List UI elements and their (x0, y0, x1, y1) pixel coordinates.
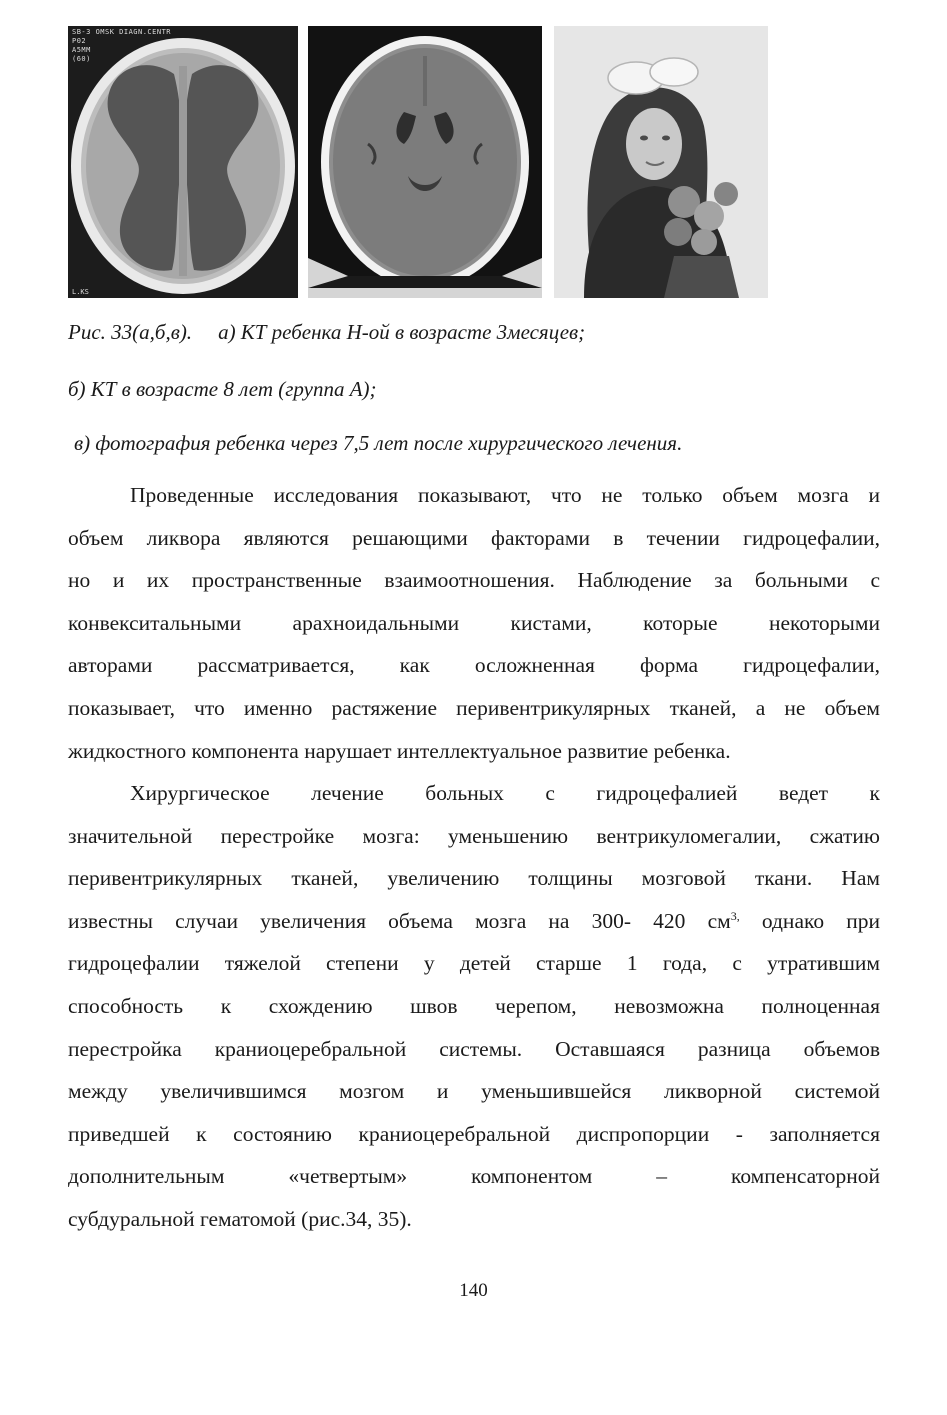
figure-c-child-photo (554, 26, 768, 298)
paragraph-line: но и их пространственные взаимоотношения. Наблюдение за больными с (68, 568, 880, 593)
figure-a-ct-3-months (68, 26, 298, 298)
paragraph-line: показывает, что именно растяжение перивентрикулярных тканей, а не объем (68, 695, 880, 720)
paragraph-line: конвекситальными арахноидальными кистами, которые некоторыми (68, 610, 880, 635)
paragraph-line: способность к схождению швов черепом, невозможна полноценная (68, 993, 880, 1018)
line-text: известны случаи увеличения объема мозга на 300- 420 см (68, 908, 731, 933)
paragraph-line: дополнительным «четвертым» компонентом – компенсаторной (68, 1164, 880, 1189)
paragraph-1 (68, 474, 880, 772)
paragraph-line: перивентрикулярных тканей, увеличению толщины мозговой ткани. Нам (68, 866, 880, 891)
paragraph-line: субдуральной гематомой (рис.34, 35). (68, 1206, 412, 1231)
paragraph-line: авторами рассматривается, как осложненная форма гидроцефалии, (68, 653, 880, 678)
photo-icon (554, 26, 768, 298)
ct-scan-b-image (308, 26, 542, 298)
paragraph-line: объем ликвора являются решающими факторами в течении гидроцефалии, (68, 525, 880, 550)
superscript-cubic: 3, (730, 908, 740, 923)
paragraph-line: Хирургическое лечение больных с гидроцефалией ведет к (130, 781, 880, 805)
paragraph-2 (68, 772, 880, 1241)
page-number: 140 (459, 1280, 488, 1301)
paragraph-line: жидкостного компонента нарушает интеллектуальное развитие ребенка. (68, 738, 731, 763)
ct-scan-a-image (68, 26, 298, 298)
figure-caption-line-1 (68, 320, 585, 345)
paragraph-line: между увеличившимся мозгом и уменьшившейся ликворной системой (68, 1079, 880, 1104)
figure-caption-c: в) фотография ребенка через 7,5 лет после хирургического лечения. (74, 431, 683, 455)
ct-overlay-text: SB-3 OMSK DIAGN.CENTR P02 A5MM (60) (72, 28, 172, 63)
ct-overlay-bottom-text: L.KS (72, 288, 89, 296)
paragraph-line: значительной перестройке мозга: уменьшению вентрикуломегалии, сжатию (68, 823, 880, 848)
paragraph-line-with-superscript (68, 900, 880, 943)
figure-caption-b: б) КТ в возрасте 8 лет (группа А); (68, 377, 377, 401)
figure-b-ct-8-years (308, 26, 542, 298)
figure-row (68, 26, 768, 298)
paragraph-line: Проведенные исследования показывают, что не только объем мозга и (130, 483, 880, 507)
figure-caption-label: Рис. 33(а,б,в). (68, 320, 193, 344)
paragraph-line: приведшей к состоянию краниоцеребральной диспропорции - заполняется (68, 1121, 880, 1146)
paragraph-line: перестройка краниоцеребральной системы. Оставшаяся разница объемов (68, 1036, 880, 1061)
figure-caption-a: а) КТ ребенка Н-ой в возрасте 3месяцев; (218, 320, 586, 344)
line-text: однако при (739, 908, 880, 933)
paragraph-line: гидроцефалии тяжелой степени у детей старше 1 года, с утратившим (68, 951, 880, 976)
